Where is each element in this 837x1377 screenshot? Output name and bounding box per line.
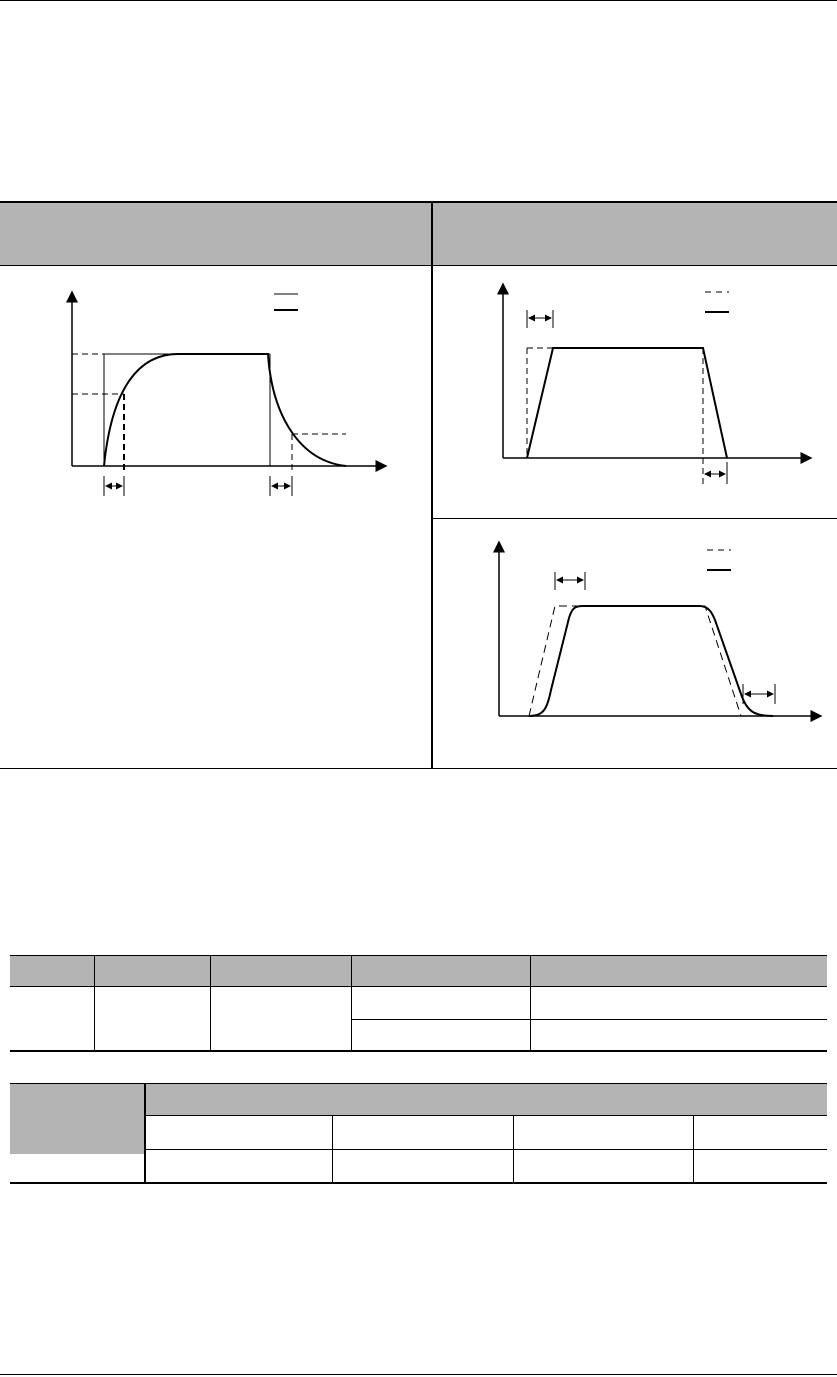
setting-cell-2-3 [514,1150,693,1182]
setting-bottom-border [10,1182,827,1184]
setting-row-header-label [10,1084,144,1154]
param-cell-id [10,987,94,1050]
right-row-divider [433,518,837,519]
setting-cell-2-1 [146,1150,332,1182]
header-right-label [433,203,837,265]
linear-reference [529,606,741,716]
param-cell-range [210,987,351,1050]
footer-rule [0,1374,837,1375]
param-header-5 [530,956,827,986]
setting-cell-2-2 [333,1150,513,1182]
setting-cell-1-2 [333,1116,513,1149]
table-bottom-border [0,768,837,769]
header-cell-right [433,203,837,265]
setting-cell-2-4 [694,1150,827,1182]
header-rule [0,0,837,1]
param-cell-value-1 [351,987,530,1019]
param-header-2 [94,956,210,986]
accel-curve [104,354,346,466]
setting-top-border [10,1083,827,1084]
param-header-3 [210,956,351,986]
setting-cell-1-4 [694,1116,827,1149]
setting-group-header [146,1084,827,1115]
s-curve-output [529,606,773,716]
param-cell-desc-1 [530,987,827,1019]
setting-group-header-label [146,1084,827,1115]
exponential-curve-chart [0,266,431,506]
param-header-1 [10,956,94,986]
param-cell-value-2 [351,1020,530,1050]
setting-cell-1-3 [514,1116,693,1149]
s-curve-chart [433,520,837,765]
trapezoid-output [527,348,727,458]
setting-cell-1-1 [146,1116,332,1149]
param-bottom-border [10,1050,827,1052]
param-cell-desc-2 [530,1020,827,1050]
linear-accel-chart [433,266,837,506]
setting-row-header [10,1084,144,1154]
param-header-4 [351,956,530,986]
header-cell-left [0,203,431,265]
param-top-border [10,955,827,956]
header-left-label [0,203,431,265]
param-cell-name [94,987,210,1050]
